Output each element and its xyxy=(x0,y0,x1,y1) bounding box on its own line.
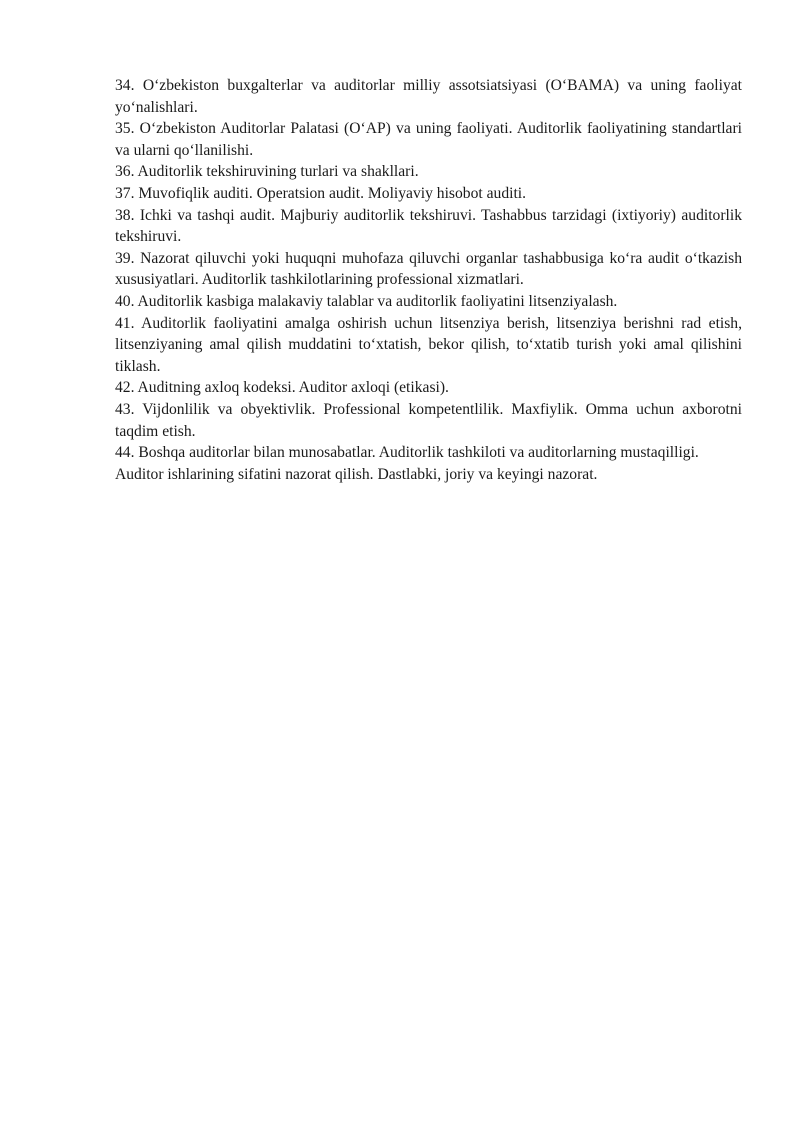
document-page xyxy=(115,75,742,485)
list-item-37: 37. Muvofiqlik auditi. Operatsion audit. Moliyaviy hisobot auditi. xyxy=(115,184,527,202)
list-item-44: 44. Boshqa auditorlar bilan munosabatlar. Auditorlik tashkiloti va auditorlarning mustaqilligi. Auditor ishlarining sifatini nazorat qilish. Dastlabki, joriy va keyingi nazorat. xyxy=(115,444,699,483)
list-item-40: 40. Auditorlik kasbiga malakaviy talablar va auditorlik faoliyatini litsenziyalash. xyxy=(115,292,618,310)
list-item-34: 34. O‘zbekiston buxgalterlar va auditorlar milliy assotsiatsiyasi (O‘BAMA) va uning faoliyat yo‘nalishlari. xyxy=(115,77,742,116)
list-item-42: 42. Auditning axloq kodeksi. Auditor axloqi (etikasi). xyxy=(115,379,449,397)
list-item-43: 43. Vijdonlilik va obyektivlik. Professional kompetentlilik. Maxfiylik. Omma uchun axborotni taqdim etish. xyxy=(115,400,742,440)
list-item-41: 41. Auditorlik faoliyatini amalga oshirish uchun litsenziya berish, litsenziya berishni rad etish, litsenziyaning amal qilish muddatini to‘xtatish, bekor qilish, to‘xtatib turish yoki amal qilishini tiklash. xyxy=(115,314,742,375)
list-item-36: 36. Auditorlik tekshiruvining turlari va shakllari. xyxy=(115,163,419,181)
list-item-35: 35. O‘zbekiston Auditorlar Palatasi (O‘AP) va uning faoliyati. Auditorlik faoliyatining standartlari va ularni qo‘llanilishi. xyxy=(115,120,742,159)
list-item-39: 39. Nazorat qiluvchi yoki huquqni muhofaza qiluvchi organlar tashabbusiga ko‘ra audit o‘tkazish xususiyatlari. Auditorlik tashkilotlarining professional xizmatlari. xyxy=(115,249,742,289)
list-item-38: 38. Ichki va tashqi audit. Majburiy auditorlik tekshiruvi. Tashabbus tarzidagi (ixtiyoriy) auditorlik tekshiruvi. xyxy=(115,206,742,246)
